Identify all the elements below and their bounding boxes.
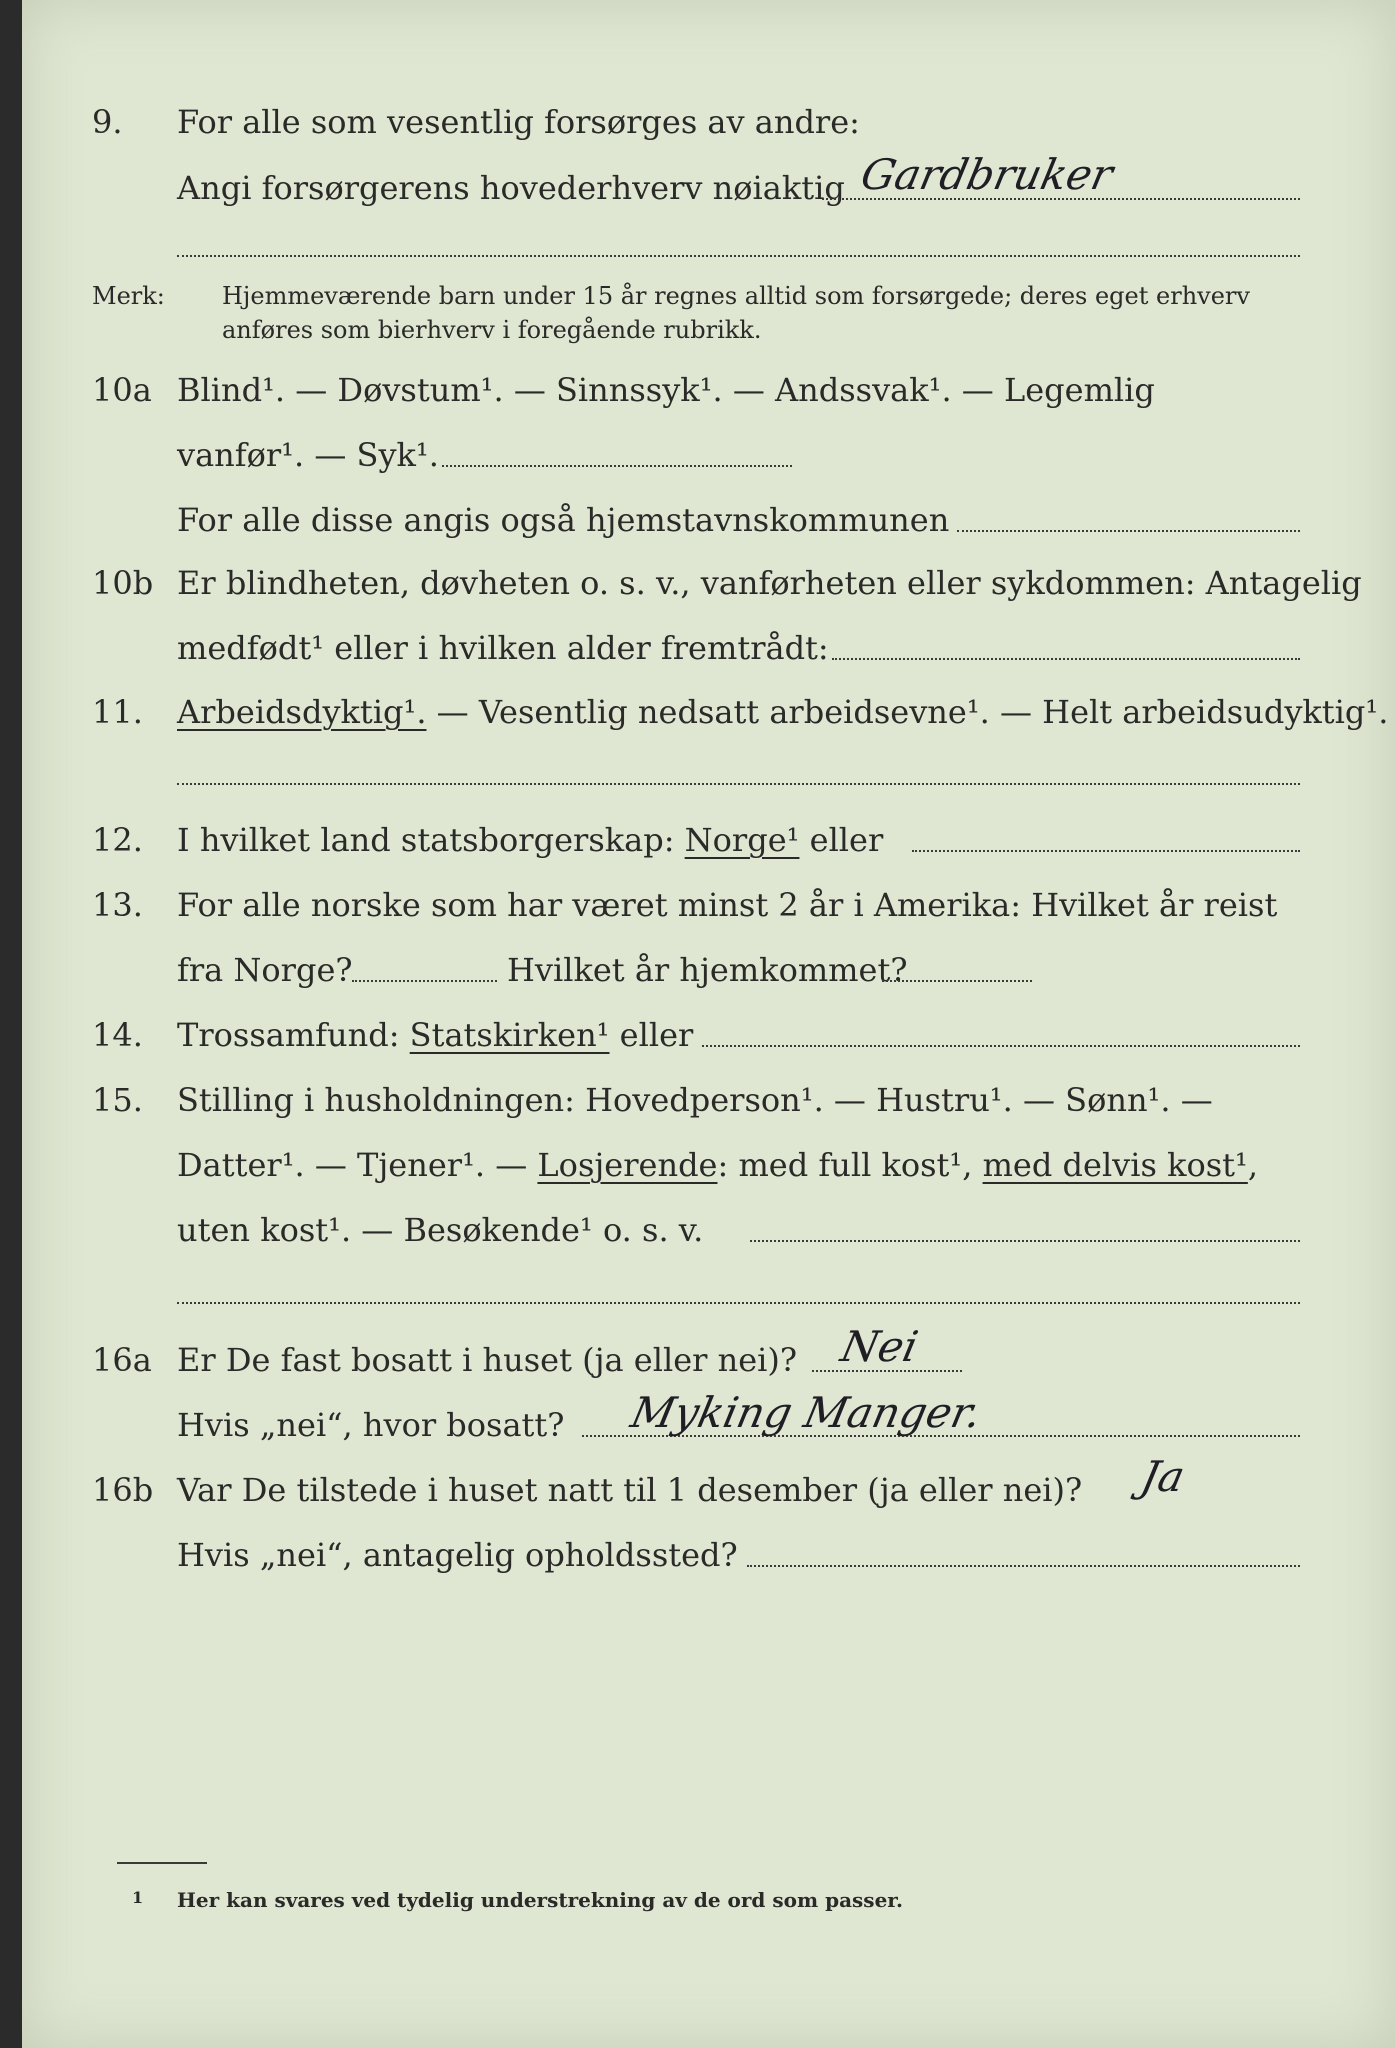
q10a-answer-line: [442, 465, 792, 467]
q12-pre: I hvilket land statsborgerskap:: [177, 821, 685, 859]
q16a-text-2: Hvis „nei“, hvor bosatt?: [177, 1406, 565, 1444]
divider: [177, 255, 1300, 257]
q10b-answer-line: [832, 658, 1300, 660]
q12-underlined: Norge¹: [684, 821, 800, 859]
footnote-rule: [117, 1862, 207, 1864]
q13-number: 13.: [92, 886, 143, 924]
q13-hjemkommet-line: [882, 980, 1032, 982]
q11-underlined: Arbeidsdyktig¹.: [177, 693, 427, 731]
q10a-text-2: vanfør¹. — Syk¹.: [177, 436, 439, 474]
q9-number: 9.: [92, 103, 123, 141]
q10a-hjemstavn-line: [957, 530, 1300, 532]
q10a-number: 10a: [92, 371, 152, 409]
q10b-number: 10b: [92, 564, 154, 602]
q15-2c: : med full kost¹,: [717, 1146, 983, 1184]
q14-underlined: Statskirken¹: [409, 1016, 610, 1054]
q15-2b: Losjerende: [537, 1146, 718, 1184]
q12-post: eller: [799, 821, 884, 859]
q14-pre: Trossamfund:: [177, 1016, 410, 1054]
q14-post: eller: [609, 1016, 694, 1054]
merk-text-2: anføres som bierhverv i foregående rubrikk.: [222, 316, 762, 344]
census-form-page: [22, 0, 1395, 2048]
q13-reist-line: [352, 980, 497, 982]
q16b-answer-1: Ja: [1136, 1452, 1190, 1501]
q16b-text-2: Hvis „nei“, antagelig opholdssted?: [177, 1536, 738, 1574]
q12-text: [177, 820, 883, 860]
q16a-number: 16a: [92, 1341, 152, 1379]
q15-2e: ,: [1247, 1146, 1259, 1184]
q14-number: 14.: [92, 1016, 143, 1054]
q16a-text-1: Er De fast bosatt i huset (ja eller nei)?: [177, 1341, 798, 1379]
q13-text-1: For alle norske som har været minst 2 år i Amerika: Hvilket år reist: [177, 886, 1278, 924]
q13-text-2a: fra Norge?: [177, 951, 353, 989]
q14-answer-line: [702, 1045, 1300, 1047]
q15-text-1: Stilling i husholdningen: Hovedperson¹. — Hustru¹. — Sønn¹. —: [177, 1081, 1213, 1119]
q15-answer-line: [750, 1240, 1300, 1242]
q16a-answer-1: Nei: [836, 1322, 923, 1371]
footnote-text: Her kan svares ved tydelig understrekning av de ord som passer.: [177, 1888, 903, 1912]
q11-text: [177, 692, 1388, 732]
q15-2a: Datter¹. — Tjener¹. —: [177, 1146, 538, 1184]
q12-answer-line: [912, 850, 1300, 852]
q16b-text-1: Var De tilstede i huset natt til 1 desember (ja eller nei)?: [177, 1471, 1083, 1509]
q15-2d: med delvis kost¹: [982, 1146, 1248, 1184]
divider: [177, 783, 1300, 785]
q11-number: 11.: [92, 693, 143, 731]
q15-number: 15.: [92, 1081, 143, 1119]
q10a-text-1: Blind¹. — Døvstum¹. — Sinnssyk¹. — Andssvak¹. — Legemlig: [177, 371, 1155, 409]
q9-answer: Gardbruker: [856, 150, 1118, 199]
q14-text: [177, 1015, 693, 1055]
q12-number: 12.: [92, 821, 143, 859]
q15-text-2: [177, 1145, 1258, 1185]
footnote-mark: 1: [132, 1888, 144, 1907]
q16a-answer-2: Myking Manger.: [626, 1388, 986, 1437]
q9-text-2: Angi forsørgerens hovederhverv nøiaktig: [177, 169, 845, 207]
q11-rest: — Vesentlig nedsatt arbeidsevne¹. — Helt arbeidsudyktig¹.: [426, 693, 1389, 731]
q10b-text-2: medfødt¹ eller i hvilken alder fremtrådt:: [177, 629, 829, 667]
q9-text-1: For alle som vesentlig forsørges av andre:: [177, 103, 860, 141]
q10a-text-3: For alle disse angis også hjemstavnskommunen: [177, 501, 950, 539]
q13-text-2b: Hvilket år hjemkommet?: [507, 951, 908, 989]
q16b-answer-line: [747, 1565, 1300, 1567]
q10b-text-1: Er blindheten, døvheten o. s. v., vanførheten eller sykdommen: Antagelig: [177, 564, 1362, 602]
divider: [177, 1302, 1300, 1304]
merk-text-1: Hjemmeværende barn under 15 år regnes alltid som forsørgede; deres eget erhverv: [222, 282, 1250, 310]
q16b-number: 16b: [92, 1471, 154, 1509]
merk-label: Merk:: [92, 282, 165, 310]
q15-text-3: uten kost¹. — Besøkende¹ o. s. v.: [177, 1211, 704, 1249]
